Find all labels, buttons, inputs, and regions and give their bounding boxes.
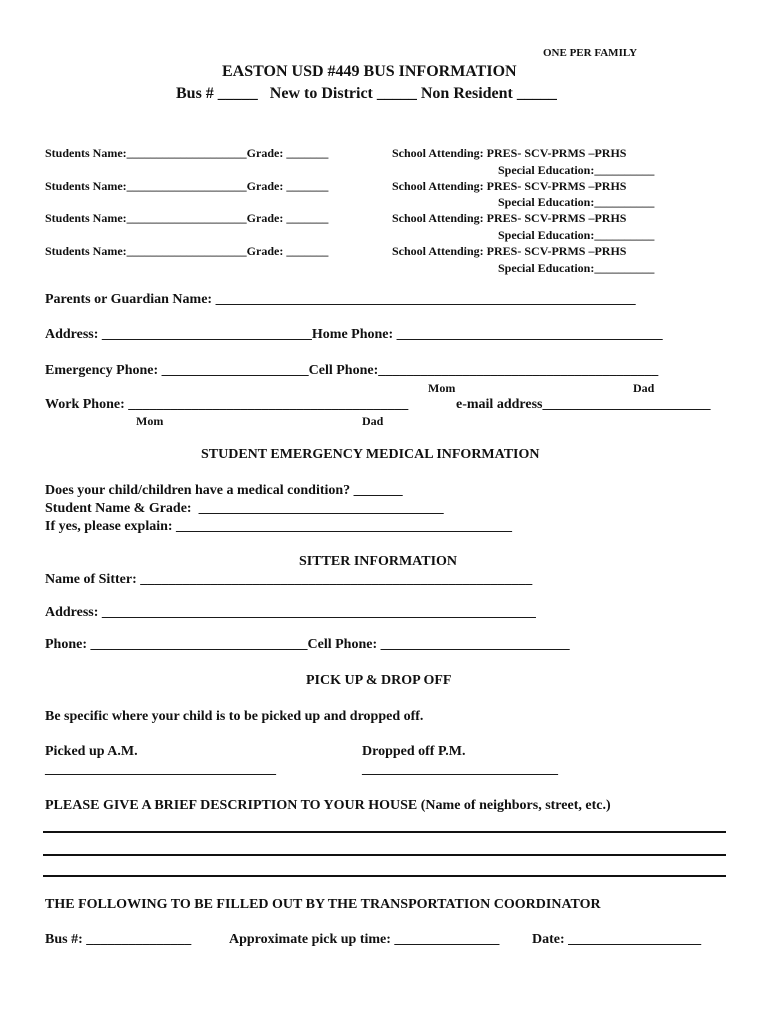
pickup-heading: PICK UP & DROP OFF <box>306 673 452 688</box>
emergency-cell-phone-field[interactable]: Emergency Phone: _____________________Cell Phone:________________________________________ <box>45 363 659 378</box>
email-field[interactable]: e-mail address________________________ <box>456 397 711 412</box>
school-attending[interactable]: School Attending: PRES- SCV-PRMS –PRHS <box>392 179 627 193</box>
house-description-heading: PLEASE GIVE A BRIEF DESCRIPTION TO YOUR HOUSE (Name of neighbors, street, etc.) <box>45 798 611 813</box>
picked-up-am-label: Picked up A.M. <box>45 744 138 759</box>
work-mom-label: Mom <box>136 414 164 428</box>
special-education[interactable]: Special Education:__________ <box>498 261 655 275</box>
student-name-grade[interactable]: Students Name:____________________Grade: _______ <box>45 244 329 258</box>
coordinator-bus-field[interactable]: Bus #: _______________ <box>45 932 192 947</box>
special-education[interactable]: Special Education:__________ <box>498 228 655 242</box>
student-name-grade-field[interactable]: Student Name & Grade: ___________________________________ <box>45 501 444 516</box>
description-line-2[interactable] <box>43 854 726 856</box>
dropped-off-pm-field[interactable]: ____________________________ <box>362 762 558 777</box>
dropped-off-pm-label: Dropped off P.M. <box>362 744 466 759</box>
school-attending[interactable]: School Attending: PRES- SCV-PRMS –PRHS <box>392 244 627 258</box>
school-attending[interactable]: School Attending: PRES- SCV-PRMS –PRHS <box>392 146 627 160</box>
address-home-phone-field[interactable]: Address: ______________________________Home Phone: ______________________________________ <box>45 327 663 342</box>
school-attending[interactable]: School Attending: PRES- SCV-PRMS –PRHS <box>392 211 627 225</box>
cell-dad-label: Dad <box>633 381 655 395</box>
coordinator-pickup-time-field[interactable]: Approximate pick up time: _______________ <box>229 932 500 947</box>
coordinator-heading: THE FOLLOWING TO BE FILLED OUT BY THE TRANSPORTATION COORDINATOR <box>45 897 601 912</box>
explain-field[interactable]: If yes, please explain: ________________________________________________ <box>45 519 513 534</box>
medical-condition-field[interactable]: Does your child/children have a medical condition? _______ <box>45 483 403 498</box>
work-phone-field[interactable]: Work Phone: ________________________________________ <box>45 397 409 412</box>
description-line-3[interactable] <box>43 875 726 877</box>
sitter-name-field[interactable]: Name of Sitter: ________________________________________________________ <box>45 572 533 587</box>
sitter-phone-field[interactable]: Phone: _______________________________Cell Phone: ___________________________ <box>45 637 570 652</box>
description-line-1[interactable] <box>43 831 726 833</box>
special-education[interactable]: Special Education:__________ <box>498 163 655 177</box>
pickup-instruction: Be specific where your child is to be picked up and dropped off. <box>45 709 424 724</box>
parent-guardian-name-field[interactable]: Parents or Guardian Name: ____________________________________________________________ <box>45 292 636 307</box>
coordinator-date-field[interactable]: Date: ___________________ <box>532 932 702 947</box>
cell-mom-label: Mom <box>428 381 456 395</box>
medical-heading: STUDENT EMERGENCY MEDICAL INFORMATION <box>201 447 540 462</box>
bus-status-line[interactable]: Bus # _____ New to District _____ Non Resident _____ <box>176 85 557 102</box>
student-name-grade[interactable]: Students Name:____________________Grade: _______ <box>45 179 329 193</box>
student-name-grade[interactable]: Students Name:____________________Grade: _______ <box>45 211 329 225</box>
special-education[interactable]: Special Education:__________ <box>498 195 655 209</box>
sitter-address-field[interactable]: Address: ______________________________________________________________ <box>45 605 536 620</box>
one-per-family-note: ONE PER FAMILY <box>543 47 638 59</box>
student-name-grade[interactable]: Students Name:____________________Grade: _______ <box>45 146 329 160</box>
picked-up-am-field[interactable]: _________________________________ <box>45 762 276 777</box>
sitter-heading: SITTER INFORMATION <box>299 554 458 569</box>
form-title: EASTON USD #449 BUS INFORMATION <box>222 63 517 80</box>
work-dad-label: Dad <box>362 414 384 428</box>
